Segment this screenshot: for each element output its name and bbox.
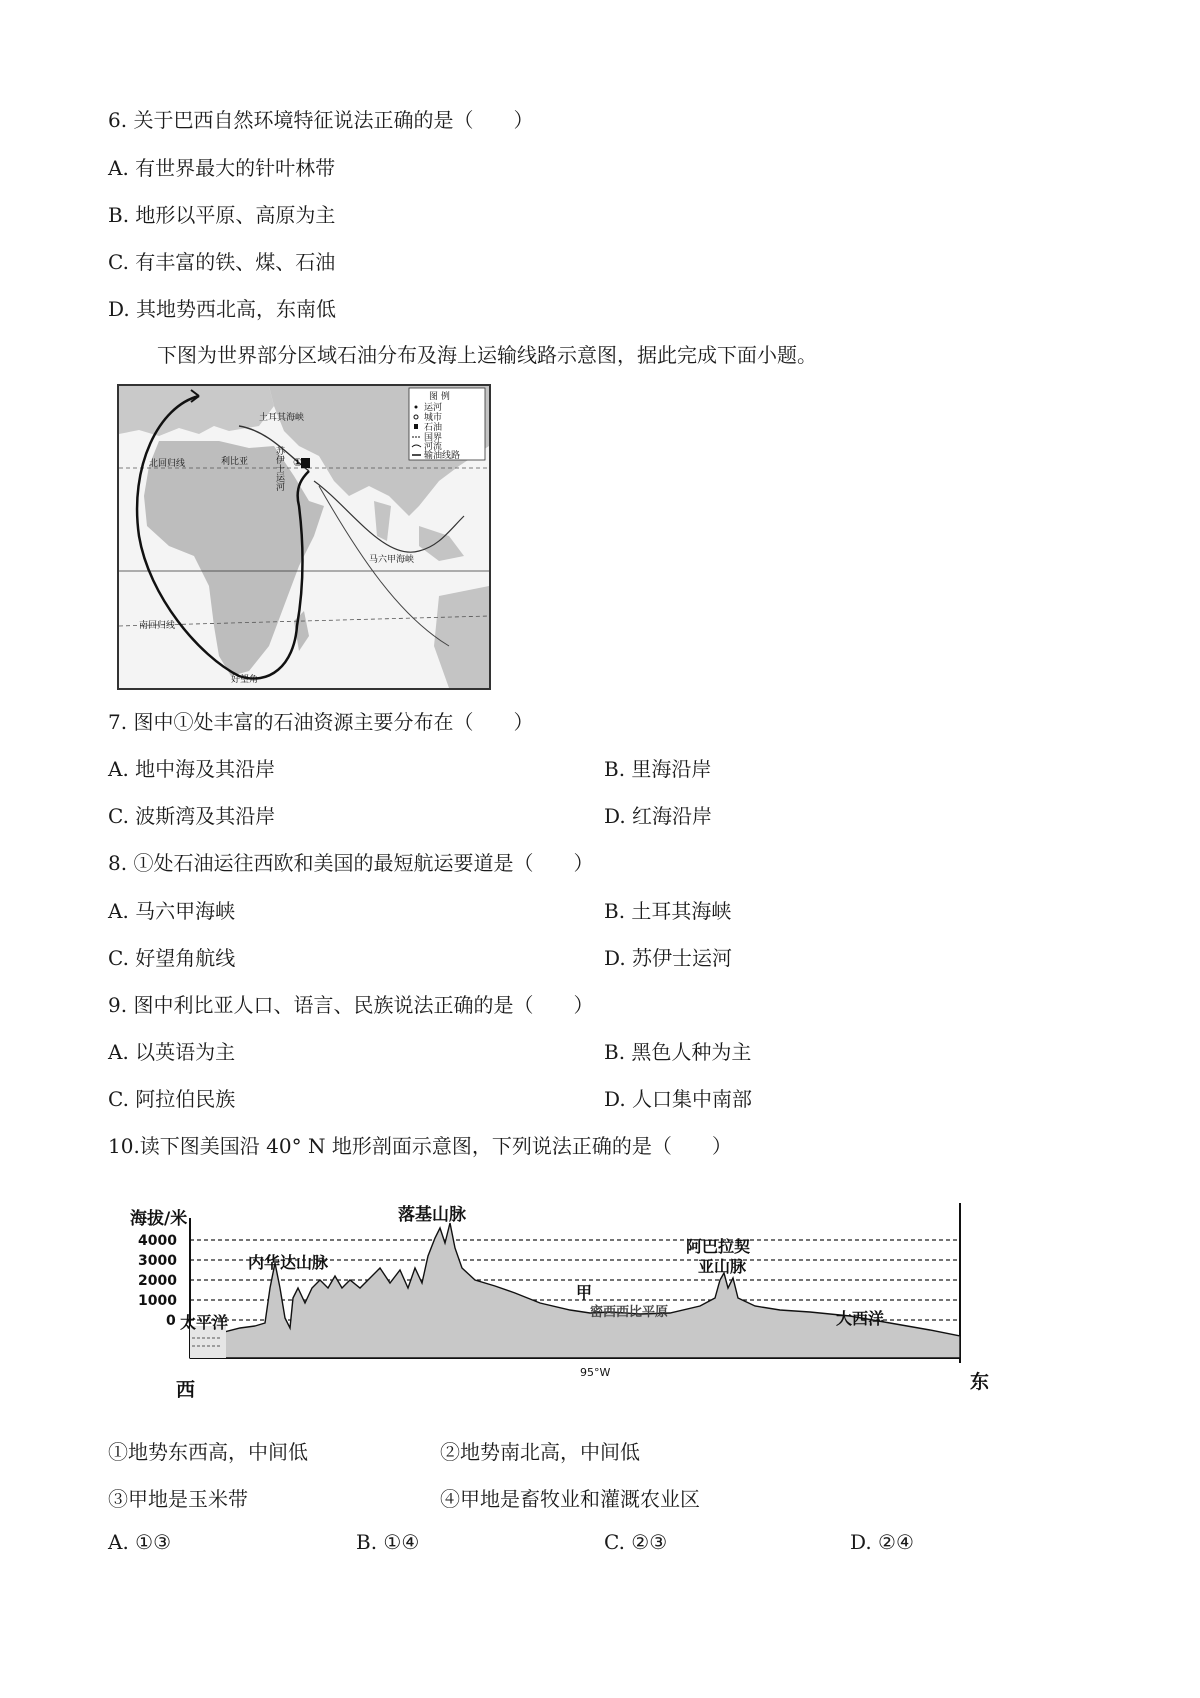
marker-1-label: ① (293, 456, 303, 469)
q8-option-d: D. 苏伊士运河 (604, 946, 733, 970)
q7-option-b: B. 里海沿岸 (604, 757, 712, 781)
q7-option-c: C. 波斯湾及其沿岸 (108, 804, 276, 828)
q10-statement-1: ①地势东西高，中间低 (108, 1440, 308, 1464)
appalachian-label-line2: 亚山脉 (698, 1257, 747, 1276)
oil-region-mark (301, 458, 310, 468)
q10-stem: 10.读下图美国沿 40° N 地形剖面示意图，下列说法正确的是（ ） (108, 1134, 732, 1158)
ytick-1000: 1000 (138, 1293, 177, 1309)
legend-canal: 运河 (424, 403, 443, 413)
ytick-4000: 4000 (138, 1233, 177, 1249)
turkey-strait-label: 土耳其海峡 (259, 413, 305, 423)
q9-option-d: D. 人口集中南部 (604, 1087, 753, 1111)
oil-route-map (117, 384, 491, 690)
terrain-profile-shape (190, 1223, 960, 1358)
q9-option-b: B. 黑色人种为主 (604, 1040, 752, 1064)
terrain-profile-figure (130, 1188, 1010, 1400)
q9-option-c: C. 阿拉伯民族 (108, 1087, 236, 1111)
q10-statement-2: ②地势南北高，中间低 (440, 1440, 640, 1464)
legend-city: 城市 (424, 413, 443, 423)
sierra-nevada-label: 内华达山脉 (248, 1253, 329, 1272)
cape-of-good-hope-label: 好望角 (231, 675, 259, 685)
terrain-profile-svg (130, 1188, 1010, 1400)
q10-statement-3: ③甲地是玉米带 (108, 1487, 248, 1511)
q9-stem: 9. 图中利比亚人口、语言、民族说法正确的是（ ） (108, 993, 594, 1017)
meridian-label: 95°W (580, 1366, 611, 1379)
legend-oil-route: 输油线路 (424, 451, 461, 461)
q10-option-c: C. ②③ (604, 1530, 668, 1554)
jia-label: 甲 (576, 1283, 593, 1302)
legend-oil: 石油 (424, 423, 443, 433)
malacca-strait-label: 马六甲海峡 (369, 555, 415, 565)
q6-stem: 6. 关于巴西自然环境特征说法正确的是（ ） (108, 108, 534, 132)
east-label: 东 (970, 1371, 990, 1393)
tropic-of-cancer-label: 北回归线 (149, 459, 186, 469)
q10-option-a: A. ①③ (108, 1530, 172, 1554)
mississippi-plain-label: 密西西比平原 (590, 1305, 669, 1320)
legend-canal-symbol (415, 406, 418, 409)
q8-stem: 8. ①处石油运往西欧和美国的最短航运要道是（ ） (108, 851, 594, 875)
ytick-2000: 2000 (138, 1273, 177, 1289)
tropic-of-capricorn-label: 南回归线 (139, 621, 176, 631)
west-label: 西 (176, 1379, 196, 1400)
rocky-mountains-label: 落基山脉 (398, 1205, 466, 1225)
q7-option-d: D. 红海沿岸 (604, 804, 713, 828)
q6-option-b: B. 地形以平原、高原为主 (108, 203, 336, 227)
legend-river: 河流 (424, 442, 443, 452)
q10-statement-4: ④甲地是畜牧业和灌溉农业区 (440, 1487, 700, 1511)
legend-border: 国界 (424, 433, 443, 443)
q6-option-c: C. 有丰富的铁、煤、石油 (108, 250, 336, 274)
y-axis-title: 海拔/米 (130, 1209, 188, 1229)
legend-oil-symbol (414, 424, 418, 429)
ytick-3000: 3000 (138, 1253, 177, 1269)
q6-option-a: A. 有世界最大的针叶林带 (108, 156, 336, 180)
libya-label: 利比亚 (221, 457, 249, 467)
q7-stem: 7. 图中①处丰富的石油资源主要分布在（ ） (108, 710, 534, 734)
q10-option-b: B. ①④ (356, 1530, 420, 1554)
q8-option-a: A. 马六甲海峡 (108, 899, 236, 923)
oil-route-map-svg (119, 386, 489, 688)
q6-option-d: D. 其地势西北高，东南低 (108, 297, 337, 321)
ytick-0: 0 (166, 1313, 176, 1329)
atlantic-ocean-label: 大西洋 (836, 1309, 885, 1328)
appalachian-label-line1: 阿巴拉契 (686, 1237, 751, 1256)
suez-canal-label: 苏伊士运河 (274, 446, 284, 491)
map-intro-text: 下图为世界部分区域石油分布及海上运输线路示意图，据此完成下面小题。 (157, 343, 817, 367)
legend-title: 图 例 (429, 392, 450, 402)
q8-option-b: B. 土耳其海峡 (604, 899, 732, 923)
q7-option-a: A. 地中海及其沿岸 (108, 757, 276, 781)
pacific-ocean-label: 太平洋 (180, 1313, 229, 1332)
q8-option-c: C. 好望角航线 (108, 946, 236, 970)
q10-option-d: D. ②④ (850, 1530, 914, 1554)
q9-option-a: A. 以英语为主 (108, 1040, 236, 1064)
